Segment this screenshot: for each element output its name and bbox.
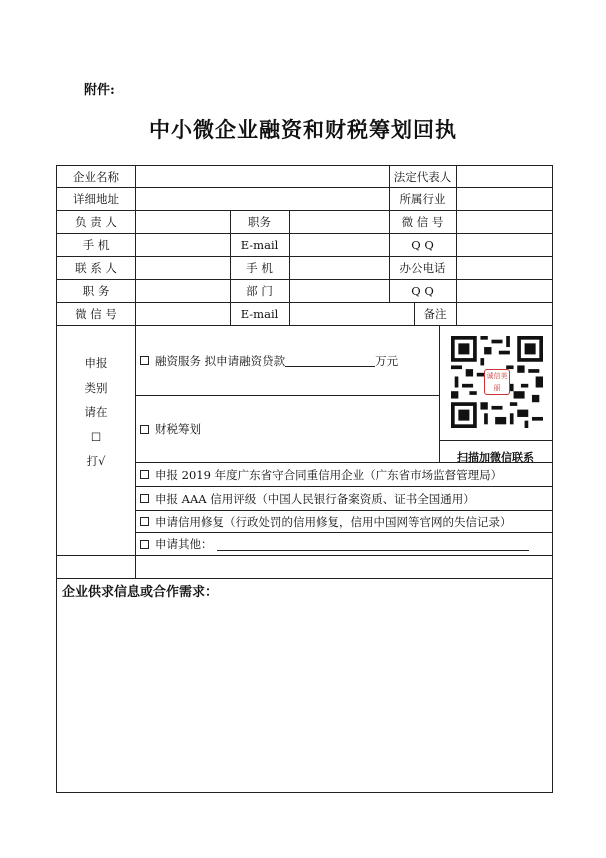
option-other[interactable]: 申请其他： (135, 533, 552, 555)
qr-caption: 扫描加微信联系 (457, 451, 534, 464)
label-office-phone: 办公电话 (399, 261, 446, 275)
checkbox-icon[interactable] (140, 540, 149, 549)
label-contact-email: E-mail (240, 307, 279, 321)
label-address: 详细地址 (73, 192, 119, 206)
label-position: 职务 (248, 215, 271, 229)
option-aaa-rating[interactable]: 申报 AAA 信用评级（中国人民银行备案资质、证书全国通用） (135, 487, 552, 510)
label-email: E-mail (240, 238, 279, 252)
tax-planning-option[interactable]: 财税筹划 (135, 396, 439, 462)
label-duty: 职 务 (82, 284, 110, 298)
receipt-form (56, 165, 553, 793)
needs-label: 企业供求信息或合作需求： (62, 585, 219, 600)
qr-stamp-logo: 诚信美丽 (484, 369, 510, 395)
label-contact: 联 系 人 (75, 261, 117, 275)
label-contact-wechat: 微 信 号 (75, 307, 117, 321)
financing-option[interactable]: 融资服务 拟申请融资贷款 万元 (135, 326, 439, 395)
label-contact-qq: Q Q (411, 284, 434, 298)
label-mobile: 手 机 (82, 238, 110, 252)
label-contact-mobile: 手 机 (246, 261, 273, 275)
label-legal-representative: 法定代表人 (393, 170, 452, 184)
label-wechat: 微 信 号 (401, 215, 444, 229)
label-company-name: 企业名称 (73, 170, 119, 184)
option-contract-credit[interactable]: 申报 2019 年度广东省守合同重信用企业（广东省市场监督管理局） (135, 463, 552, 486)
label-qq: Q Q (411, 238, 434, 252)
checkbox-icon[interactable] (140, 356, 149, 365)
checkbox-icon[interactable] (140, 425, 149, 434)
checkbox-icon[interactable] (140, 494, 149, 503)
label-person-in-charge: 负 责 人 (75, 215, 117, 229)
application-type-label: 申报 类别 请在 ☐ 打√ (84, 356, 108, 468)
attachment-label: 附件: (84, 83, 115, 98)
label-department: 部 门 (246, 284, 273, 298)
checkbox-icon[interactable] (140, 517, 149, 526)
form-title: 中小微企业融资和财税筹划回执 (149, 117, 457, 142)
label-remarks: 备注 (423, 307, 447, 321)
checkbox-icon[interactable] (140, 470, 149, 479)
option-credit-repair[interactable]: 申请信用修复（行政处罚的信用修复，信用中国网等官网的失信记录） (135, 511, 552, 532)
label-industry: 所属行业 (399, 192, 446, 206)
loan-amount-field[interactable] (285, 354, 375, 367)
other-field[interactable] (217, 538, 529, 551)
